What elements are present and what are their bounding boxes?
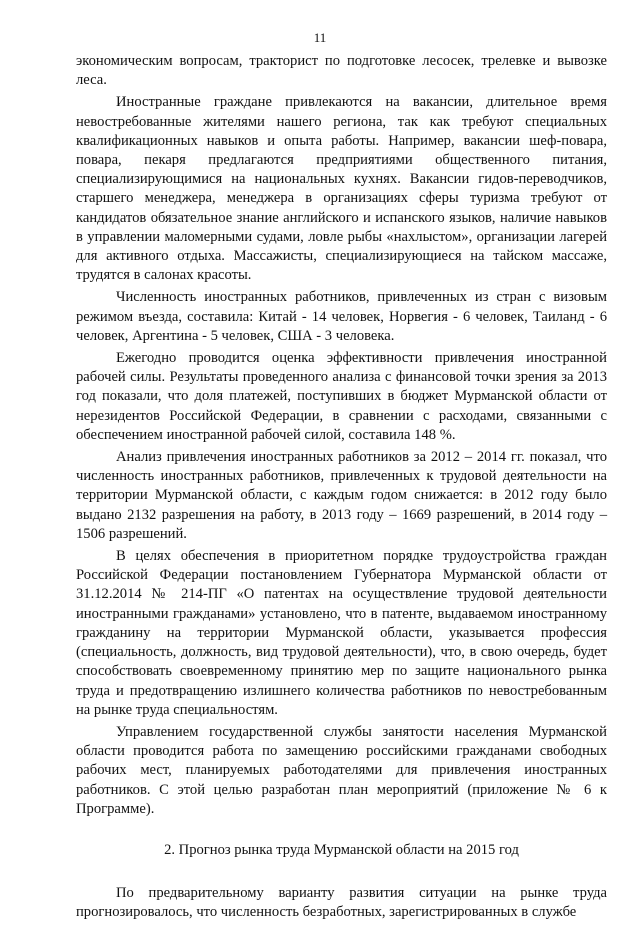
section-heading: 2. Прогноз рынка труда Мурманской области на 2015 год (164, 841, 519, 858)
paragraph-foreign-vacancies: Иностранные граждане привлекаются на вакансии, длительное время невостребованные жителями нашего региона, так как требуют специальных квалификационных навыков и опыта работы. Например, вакансии шеф-повара, повара, пекаря предлагаются предприятиями общественного питания, специализирующимися на национальных кухнях. Вакансии гидов-переводчиков, старшего менеджера, менеджера в организациях сферы туризма требуют от кандидатов обязательное знание английского и испанского языков, наличие навыков в управлении маломерными судами, ловле рыбы «нахлыстом», организации лагерей для активного отдыха. Массажисты, специализирующиеся на тайском массаже, трудятся в салонах красоты. (76, 94, 607, 284)
paragraph-continuation: экономическим вопросам, тракторист по подготовке лесосек, трелевке и вывозке леса. (76, 53, 607, 89)
paragraph-permits-analysis: Анализ привлечения иностранных работников за 2012 – 2014 гг. показал, что численность иностранных работников, привлеченных к трудовой деятельности на территории Мурманской области, с каждым годом снижается: в 2012 году было выдано 2132 разрешения на работу, в 2013 году – 1669 разрешений, в 2014 году – 1506 разрешений. (76, 449, 607, 542)
document-body (76, 52, 607, 926)
page-number: 11 (313, 30, 327, 45)
paragraph-visa-workers: Численность иностранных работников, привлеченных из стран с визовым режимом въезда, составила: Китай - 14 человек, Норвегия - 6 человек, Таиланд - 6 человек, Аргентина - 5 человек, США - 3 человека. (76, 289, 607, 344)
paragraph-forecast: По предварительному варианту развития ситуации на рынке труда прогнозировалось, что численность безработных, зарегистрированных в службе (76, 885, 607, 921)
paragraph-efficiency-assessment: Ежегодно проводится оценка эффективности привлечения иностранной рабочей силы. Результаты проведенного анализа с финансовой точки зрения за 2013 год показали, что доля платежей, поступивших в бюджет Мурманской области от нерезидентов Российской Федерации, в сравнении с расходами, связанными с обеспечением иностранной рабочей силой, составила 148 %. (76, 350, 607, 443)
paragraph-employment-service: Управлением государственной службы занятости населения Мурманской области проводится работа по замещению российскими гражданами свободных рабочих мест, планируемых работодателями для привлечения иностранных работников. С этой целью разработан план мероприятий (приложение № 6 к Программе). (76, 723, 607, 817)
paragraph-patent-regulation: В целях обеспечения в приоритетном порядке трудоустройства граждан Российской Федерации постановлением Губернатора Мурманской области от 31.12.2014 № 214-ПГ «О патентах на осуществление трудовой деятельности иностранными гражданами» установлено, что в патенте, выдаваемом иностранному гражданину на территории Мурманской области, указывается профессия (специальность, должность, вид трудовой деятельности), что, в свою очередь, будет способствовать своевременному принятию мер по защите национального рынка труда и предотвращению излишнего количества работников по невостребованным на рынке труда специальностям. (76, 548, 607, 718)
